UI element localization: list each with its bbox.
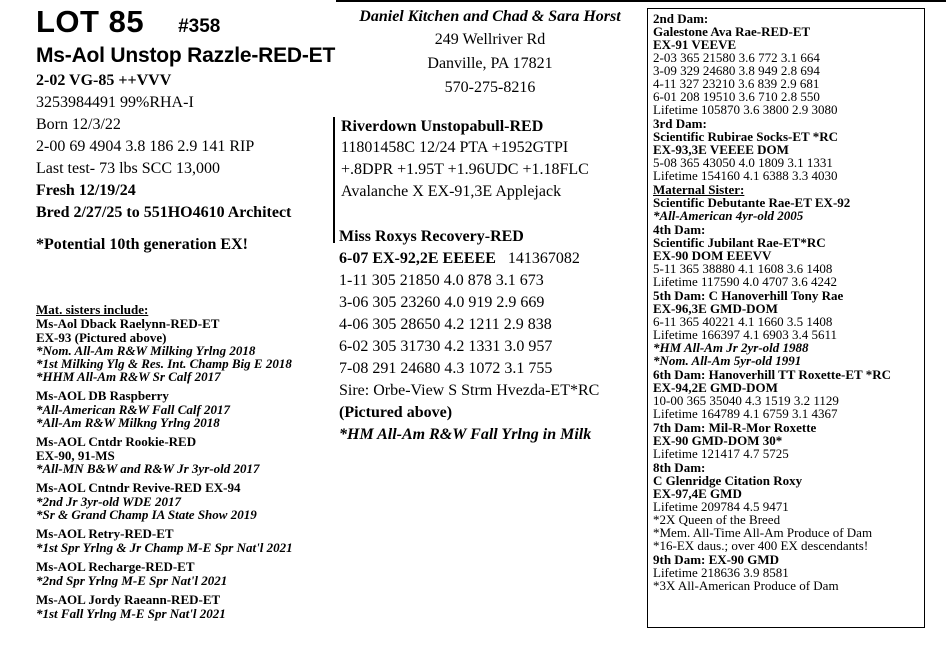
- dam6-lifetime: Lifetime 164789 4.1 6759 3.1 4367: [653, 406, 838, 421]
- owner-name: Daniel Kitchen and Chad & Sara Horst: [359, 8, 621, 25]
- sire-proof-line: +.8DPR +1.95T +1.96UDC +1.18FLC: [341, 161, 589, 178]
- sister-note: *HHM All-Am R&W Sr Calf 2017: [36, 369, 221, 384]
- sister-entry: [36, 527, 336, 554]
- dam2-record: 3-09 329 24680 3.8 949 2.8 694: [653, 63, 820, 78]
- cow-info-column: [36, 4, 336, 256]
- dam4-label: 4th Dam:: [653, 222, 706, 237]
- sister-name: Ms-AOL Retry-RED-ET: [36, 526, 174, 541]
- dam-class: 6-07 EX-92,2E EEEEE: [339, 250, 496, 267]
- cow-fresh: Fresh 12/19/24: [36, 182, 136, 199]
- dam3-label: 3rd Dam:: [653, 116, 707, 131]
- cow-name: Ms-Aol Unstop Razzle-RED-ET: [36, 44, 336, 67]
- sister-class: EX-90, 91-MS: [36, 448, 115, 463]
- sister-entry: [36, 317, 336, 383]
- sister-note: *All-Am R&W Milkng Yrlng 2018: [36, 415, 220, 430]
- dam-classification: [339, 248, 644, 270]
- sister-note: *Nom. All-Am R&W Milking Yrlng 2018: [36, 343, 256, 358]
- lot-title: LOT 85: [36, 4, 145, 39]
- dam7-label: 7th Dam: Mil-R-Mor Roxette: [653, 420, 817, 435]
- dam-record: 3-06 305 23260 4.0 919 2.9 669: [339, 294, 545, 311]
- dam8-note: *Mem. All-Time All-Am Produce of Dam: [653, 525, 873, 540]
- cow-potential: *Potential 10th generation EX!: [36, 236, 248, 253]
- maternal-sister-note: *All-American 4yr-old 2005: [653, 208, 804, 223]
- dam5-class: EX-96,3E GMD-DOM: [653, 301, 778, 316]
- dam8-note: *2X Queen of the Breed: [653, 512, 781, 527]
- sister-name: Ms-AOL Cntndr Revive-RED EX-94: [36, 480, 241, 495]
- sister-entry: [36, 481, 336, 521]
- dam8-note: *16-EX daus.; over 400 EX descendants!: [653, 538, 869, 553]
- dam-sire: Sire: Orbe-View S Strm Hvezda-ET*RC: [339, 382, 600, 399]
- dam2-label: 2nd Dam:: [653, 11, 709, 26]
- sister-entry: [36, 389, 336, 429]
- cow-last-test: Last test- 73 lbs SCC 13,000: [36, 160, 221, 177]
- dam6-label: 6th Dam: Hanoverhill TT Roxette-ET *RC: [653, 367, 891, 382]
- dam7-lifetime: Lifetime 121417 4.7 5725: [653, 446, 789, 461]
- sister-note: *1st Fall Yrlng M-E Spr Nat'l 2021: [36, 606, 226, 621]
- dam9-lifetime: Lifetime 218636 3.9 8581: [653, 565, 789, 580]
- dam3-name: Scientific Rubirae Socks-ET *RC: [653, 129, 839, 144]
- sister-note: *All-American R&W Fall Calf 2017: [36, 402, 231, 417]
- dam8-label: 8th Dam:: [653, 460, 706, 475]
- owner-city: Danville, PA 17821: [427, 55, 553, 72]
- dam5-note: *Nom. All-Am 5yr-old 1991: [653, 353, 802, 368]
- dam-registration: 141367082: [507, 250, 580, 267]
- top-rule: [336, 0, 946, 2]
- dam3-lifetime: Lifetime 154160 4.1 6388 3.3 4030: [653, 168, 838, 183]
- dam2-lifetime: Lifetime 105870 3.6 3800 2.9 3080: [653, 102, 838, 117]
- sire-name: Riverdown Unstopabull-RED: [341, 118, 544, 135]
- owner-phone: 570-275-8216: [444, 79, 536, 96]
- sire-proof-line: 11801458C 12/24 PTA +1952GTPI: [341, 139, 569, 156]
- dam-record: 1-11 305 21850 4.0 878 3.1 673: [339, 272, 544, 289]
- dam5-lifetime: Lifetime 166397 4.1 6903 3.4 5611: [653, 327, 838, 342]
- dam4-name: Scientific Jubilant Rae-ET*RC: [653, 235, 826, 250]
- sister-entry: [36, 593, 336, 620]
- dam2-class: EX-91 VEEVE: [653, 37, 737, 52]
- sister-name: Ms-AOL Cntdr Rookie-RED: [36, 434, 197, 449]
- dam-pictured: (Pictured above): [339, 404, 453, 421]
- dam-record: 6-02 305 31730 4.2 1331 3.0 957: [339, 338, 553, 355]
- sister-name: Ms-Aol Dback Raelynn-RED-ET: [36, 316, 220, 331]
- sister-name: Ms-AOL Jordy Raeann-RED-ET: [36, 592, 221, 607]
- owner-street: 249 Wellriver Rd: [434, 31, 546, 48]
- sisters-heading: Mat. sisters include:: [36, 302, 149, 317]
- lot-number: #358: [178, 16, 221, 37]
- sire-pedigree-line: Avalanche X EX-91,3E Applejack: [341, 183, 562, 200]
- pedigree-box: [647, 8, 925, 628]
- sister-note: *2nd Spr Yrlng M-E Spr Nat'l 2021: [36, 573, 228, 588]
- lot-header: [36, 4, 336, 42]
- dam9-note: *3X All-American Produce of Dam: [653, 578, 839, 593]
- cow-bred: Bred 2/27/25 to 551HO4610 Architect: [36, 204, 292, 221]
- sister-note: *All-MN B&W and R&W Jr 3yr-old 2017: [36, 461, 260, 476]
- dam2-name: Galestone Ava Rae-RED-ET: [653, 24, 811, 39]
- sister-entry: [36, 435, 336, 475]
- dam5-record: 6-11 365 40221 4.1 1660 3.5 1408: [653, 314, 833, 329]
- maternal-sister-label: Maternal Sister:: [653, 182, 745, 197]
- dam6-class: EX-94,2E GMD-DOM: [653, 380, 778, 395]
- dam8-name: C Glenridge Citation Roxy: [653, 473, 803, 488]
- dam6-record: 10-00 365 35040 4.3 1519 3.2 1129: [653, 393, 839, 408]
- dam4-lifetime: Lifetime 117590 4.0 4707 3.6 4242: [653, 274, 838, 289]
- dam5-label: 5th Dam: C Hanoverhill Tony Rae: [653, 288, 844, 303]
- dam-award: *HM All-Am R&W Fall Yrlng in Milk: [339, 426, 592, 443]
- dam8-lifetime: Lifetime 209784 4.5 9471: [653, 499, 789, 514]
- cow-classification: 2-02 VG-85 ++VVV: [36, 72, 172, 89]
- cow-registration: 3253984491 99%RHA-I: [36, 94, 194, 111]
- dam3-class: EX-93,3E VEEEE DOM: [653, 142, 789, 157]
- sister-note: *Sr & Grand Champ IA State Show 2019: [36, 507, 257, 522]
- dam2-record: 4-11 327 23210 3.6 839 2.9 681: [653, 76, 820, 91]
- dam7-class: EX-90 GMD-DOM 30*: [653, 433, 783, 448]
- dam-name: Miss Roxys Recovery-RED: [339, 228, 524, 245]
- dam4-class: EX-90 DOM EEEVV: [653, 248, 772, 263]
- sister-name: Ms-AOL Recharge-RED-ET: [36, 559, 195, 574]
- sister-note: *1st Spr Yrlng & Jr Champ M-E Spr Nat'l 2021: [36, 540, 293, 555]
- dam-record: 4-06 305 28650 4.2 1211 2.9 838: [339, 316, 552, 333]
- dam3-record: 5-08 365 43050 4.0 1809 3.1 1331: [653, 155, 833, 170]
- dam2-record: 6-01 208 19510 3.6 710 2.8 550: [653, 89, 820, 104]
- sister-note: *1st Milking Ylg & Res. Int. Champ Big E 2018: [36, 356, 292, 371]
- sister-class: EX-93 (Pictured above): [36, 330, 167, 345]
- sire-block: [333, 117, 646, 243]
- dam-block: [339, 226, 644, 446]
- dam9-label: 9th Dam: EX-90 GMD: [653, 552, 780, 567]
- maternal-sisters: [36, 302, 336, 626]
- dam-record: 7-08 291 24680 4.3 1072 3.1 755: [339, 360, 553, 377]
- dam5-note: *HM All-Am Jr 2yr-old 1988: [653, 340, 809, 355]
- owner-block: [340, 6, 640, 100]
- dam2-record: 2-03 365 21580 3.6 772 3.1 664: [653, 50, 820, 65]
- sister-note: *2nd Jr 3yr-old WDE 2017: [36, 494, 181, 509]
- cow-born: Born 12/3/22: [36, 116, 121, 133]
- cow-record: 2-00 69 4904 3.8 186 2.9 141 RIP: [36, 138, 255, 155]
- sister-name: Ms-AOL DB Raspberry: [36, 388, 169, 403]
- dam8-class: EX-97,4E GMD: [653, 486, 742, 501]
- dam4-record: 5-11 365 38880 4.1 1608 3.6 1408: [653, 261, 833, 276]
- sister-entry: [36, 560, 336, 587]
- maternal-sister-name: Scientific Debutante Rae-ET EX-92: [653, 195, 851, 210]
